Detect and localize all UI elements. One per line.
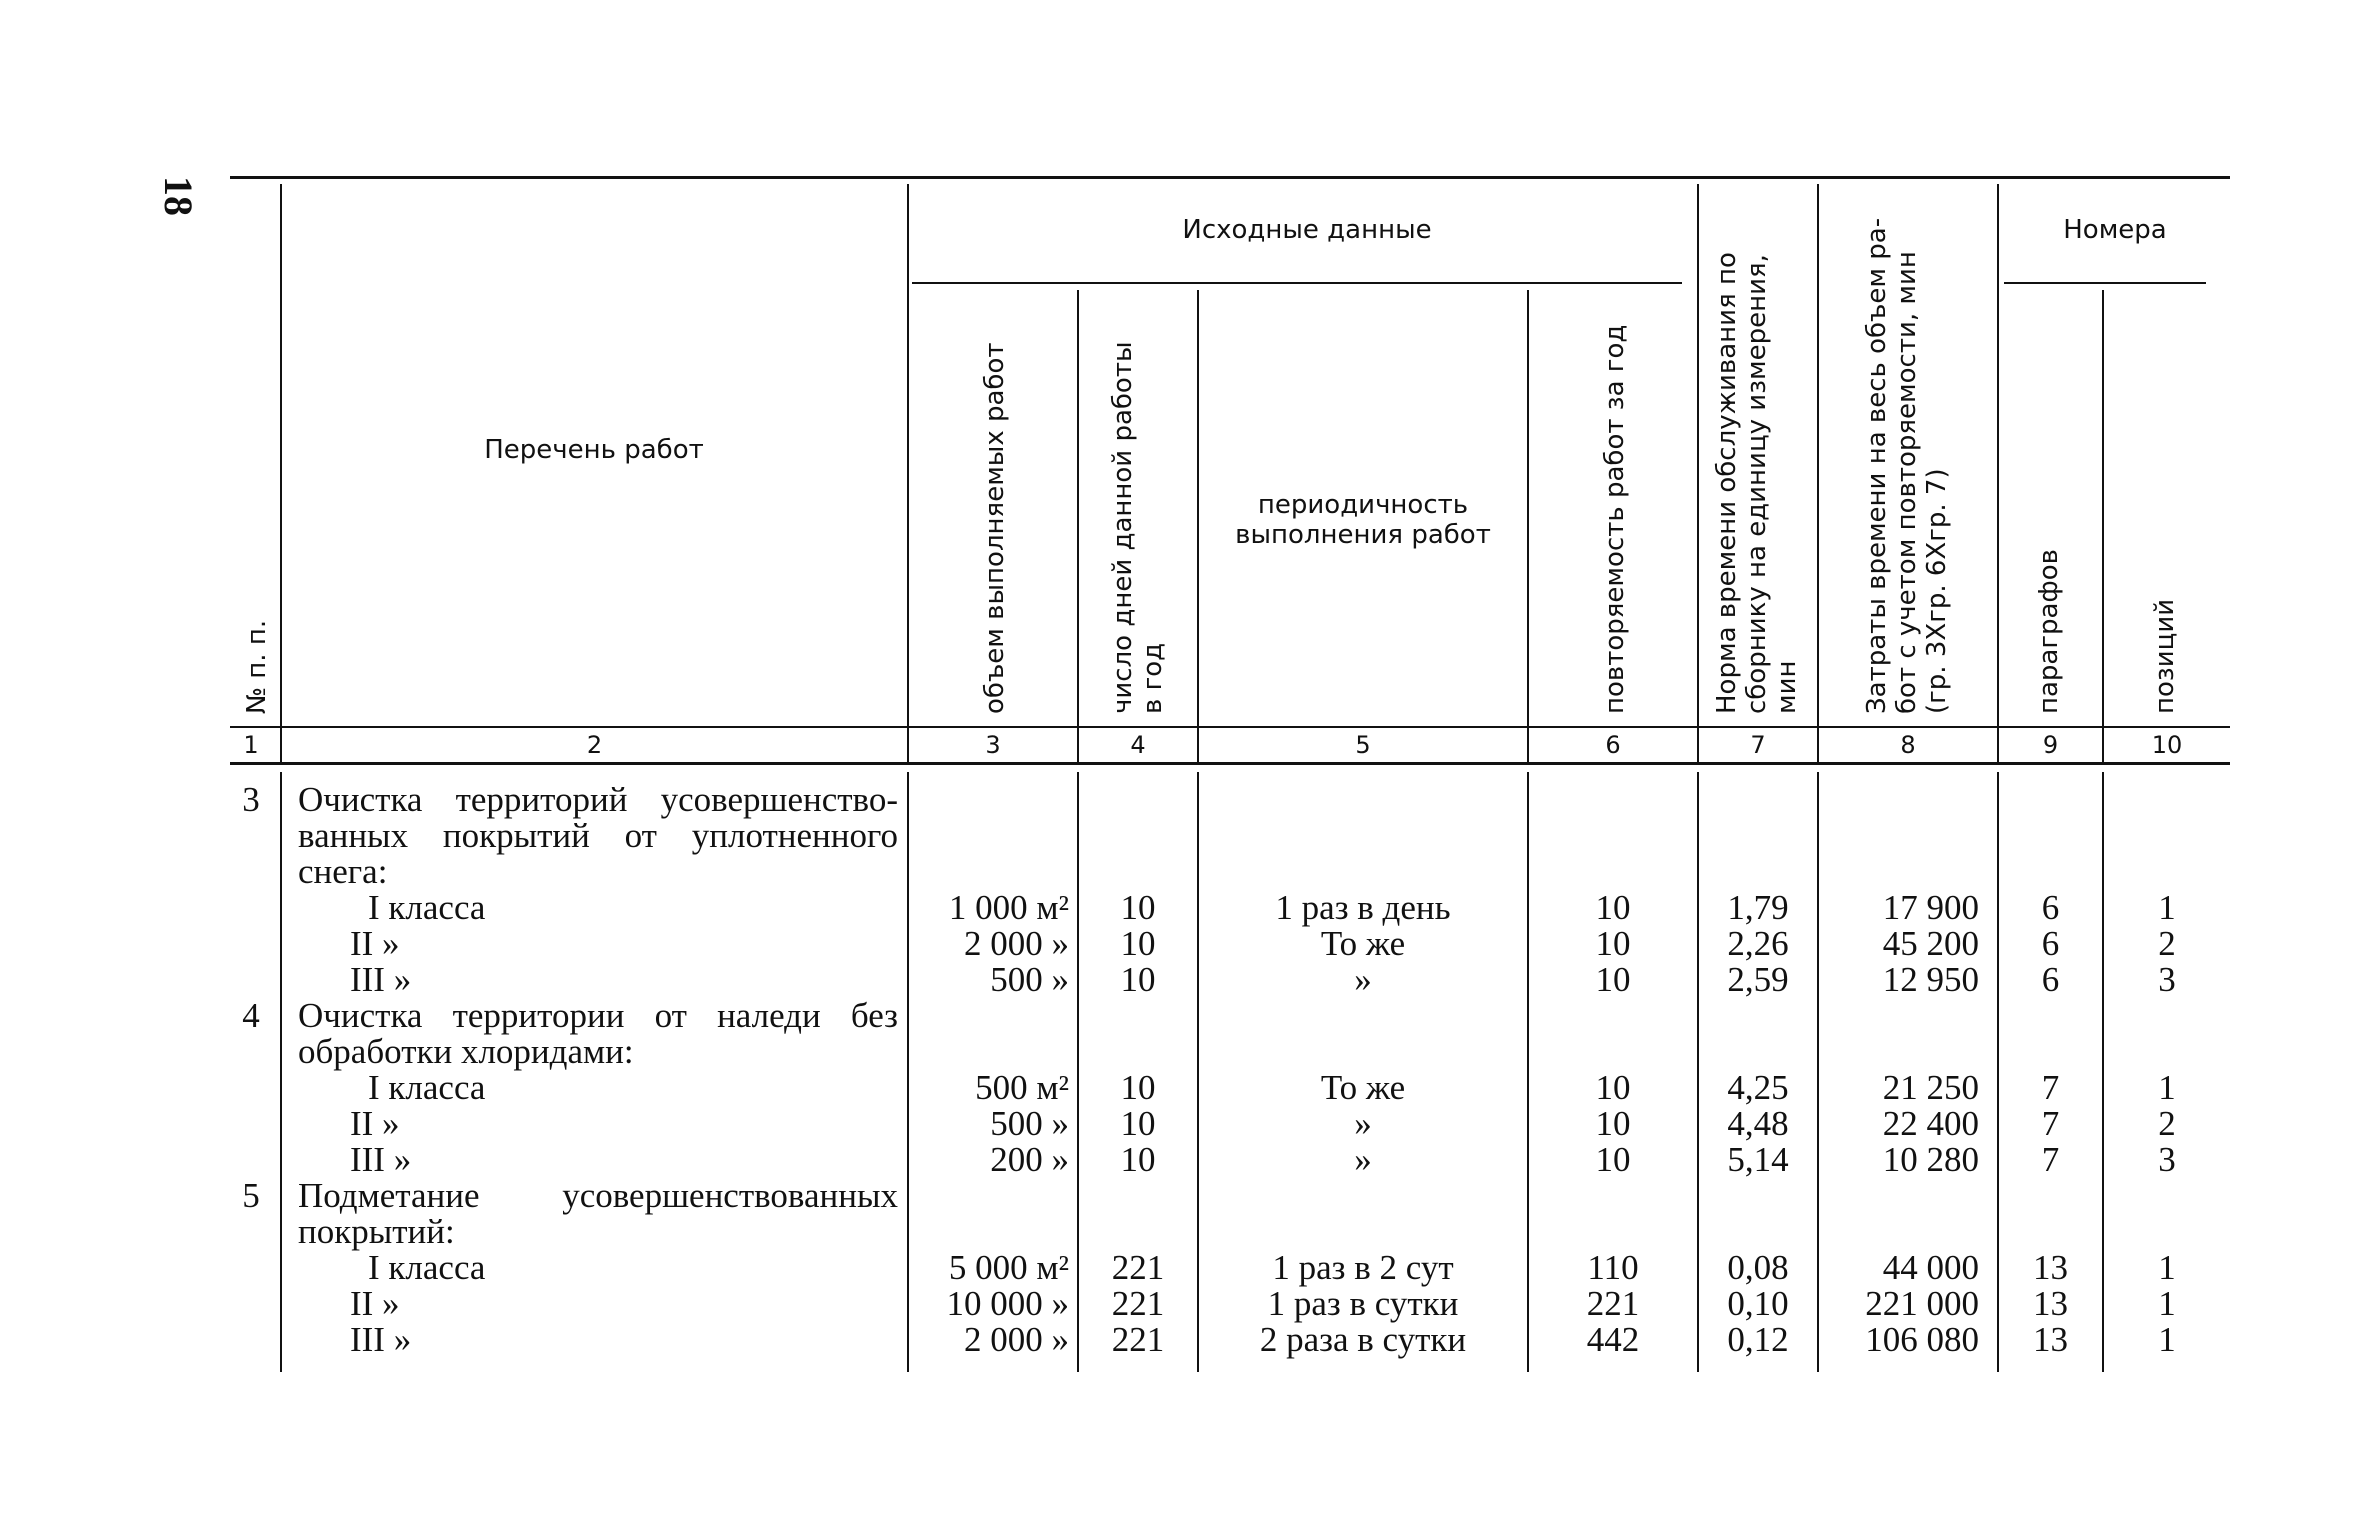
cell-total: 10 280: [1882, 1140, 1979, 1179]
cell-paragraph: 6: [2041, 924, 2060, 963]
colnum-bottom-rule: [230, 762, 2230, 765]
section-title-line: Очистка территорий усовершенство-: [298, 780, 898, 819]
row-class-name: III »: [350, 960, 412, 999]
cell-position: 3: [2158, 1140, 2176, 1179]
cell-days: 221: [1111, 1248, 1165, 1287]
header-col1-text: № п. п.: [242, 619, 272, 714]
vrule-h-5: [1527, 290, 1529, 764]
vrule-h-9: [2102, 290, 2104, 764]
header-col7-line1: Норма времени обслуживания по: [1712, 252, 1742, 714]
row-class-name: I класса: [368, 1248, 486, 1287]
cell-total: 22 400: [1882, 1104, 1979, 1143]
cell-norm: 0,10: [1727, 1284, 1789, 1323]
cell-norm: 0,08: [1727, 1248, 1789, 1287]
header-col3-text: объем выполняемых работ: [980, 342, 1010, 714]
vrule-h-8: [1997, 184, 1999, 764]
cell-paragraph: 7: [2041, 1104, 2060, 1143]
header-col5-line1: периодичность: [1257, 490, 1469, 520]
cell-norm: 0,12: [1727, 1320, 1789, 1359]
cell-repeat: 221: [1586, 1284, 1640, 1323]
cell-total: 21 250: [1882, 1068, 1979, 1107]
section-number: 5: [242, 1176, 260, 1215]
colnum-4: 4: [1130, 731, 1146, 759]
section-number: 3: [242, 780, 260, 819]
cell-total: 45 200: [1882, 924, 1979, 963]
section-title-line: Подметание усовершенствованных: [298, 1176, 898, 1215]
cell-period: 2 раза в сутки: [1259, 1320, 1467, 1359]
vrule-b-1: [280, 772, 282, 1372]
vrule-h-7: [1817, 184, 1819, 764]
header-col5-line2: выполнения работ: [1235, 520, 1491, 550]
colnum-5: 5: [1355, 731, 1371, 759]
vrule-h-1: [280, 184, 282, 764]
row-class-name: II »: [350, 924, 400, 963]
group-rule-source: [912, 282, 1682, 284]
cell-period: То же: [1320, 1068, 1406, 1107]
cell-days: 10: [1120, 1140, 1156, 1179]
cell-total: 221 000: [1865, 1284, 1979, 1323]
colnum-8: 8: [1900, 731, 1916, 759]
cell-paragraph: 13: [2033, 1284, 2068, 1323]
header-col4-line2: в год: [1138, 642, 1168, 714]
header-col7-line2: сборнику на единицу измерения,: [1742, 254, 1772, 714]
colnum-6: 6: [1605, 731, 1621, 759]
cell-total: 17 900: [1882, 888, 1979, 927]
colnum-2: 2: [586, 731, 603, 759]
cell-days: 221: [1111, 1320, 1165, 1359]
top-rule: [230, 176, 2230, 179]
cell-paragraph: 6: [2041, 888, 2060, 927]
cell-days: 10: [1120, 888, 1156, 927]
cell-position: 3: [2158, 960, 2176, 999]
row-class-name: III »: [350, 1320, 412, 1359]
cell-days: 221: [1111, 1284, 1165, 1323]
cell-paragraph: 13: [2033, 1320, 2068, 1359]
header-group-source: [912, 205, 1702, 255]
cell-total: 12 950: [1882, 960, 1979, 999]
cell-repeat: 10: [1595, 888, 1631, 927]
section-title-line: покрытий:: [298, 1212, 455, 1251]
cell-volume: 2 000 »: [964, 924, 1069, 963]
header-col5: [1200, 485, 1526, 555]
cell-volume: 10 000 »: [946, 1284, 1069, 1323]
header-col6-text: повторяемость работ за год: [1600, 324, 1630, 714]
header-col2-text: Перечень работ: [484, 435, 704, 465]
section-title-line: обработки хлоридами:: [298, 1032, 634, 1071]
header-col4-line1: число дней данной работы: [1108, 341, 1138, 714]
vrule-h-3: [1077, 290, 1079, 764]
row-class-name: III »: [350, 1140, 412, 1179]
cell-paragraph: 7: [2041, 1140, 2060, 1179]
cell-norm: 1,79: [1727, 888, 1789, 927]
colnum-3: 3: [985, 731, 1001, 759]
vrule-h-4: [1197, 290, 1199, 764]
cell-repeat: 10: [1595, 960, 1631, 999]
section-title-line: Очистка территории от наледи без: [298, 996, 898, 1035]
group-rule-numbers: [2004, 282, 2206, 284]
cell-period: »: [1354, 1104, 1372, 1143]
cell-volume: 5 000 м²: [948, 1248, 1069, 1287]
cell-norm: 4,25: [1727, 1068, 1789, 1107]
cell-period: 1 раз в сутки: [1267, 1284, 1459, 1323]
cell-days: 10: [1120, 1068, 1156, 1107]
cell-position: 1: [2158, 1320, 2176, 1359]
row-class-name: II »: [350, 1104, 400, 1143]
cell-period: »: [1354, 960, 1372, 999]
header-col4: [1108, 341, 1168, 714]
cell-position: 1: [2158, 1248, 2176, 1287]
header-col6: [1600, 325, 1630, 714]
cell-norm: 5,14: [1727, 1140, 1789, 1179]
header-group-numbers: [2000, 205, 2230, 255]
cell-paragraph: 7: [2041, 1068, 2060, 1107]
section-number: 4: [242, 996, 260, 1035]
section-title-line: снега:: [298, 852, 388, 891]
cell-total: 106 080: [1865, 1320, 1979, 1359]
cell-position: 2: [2158, 924, 2176, 963]
cell-days: 10: [1120, 924, 1156, 963]
cell-period: 1 раз в 2 сут: [1272, 1248, 1454, 1287]
cell-position: 1: [2158, 1284, 2176, 1323]
header-col10-text: позиций: [2150, 598, 2180, 714]
cell-period: 1 раз в день: [1275, 888, 1451, 927]
header-col9: [2034, 549, 2064, 714]
header-col8: [1862, 218, 1952, 714]
colnum-9: 9: [2042, 731, 2059, 759]
cell-repeat: 10: [1595, 1068, 1631, 1107]
cell-volume: 200 »: [990, 1140, 1069, 1179]
cell-norm: 2,59: [1727, 960, 1789, 999]
colnum-1: 1: [243, 731, 259, 759]
header-col8-line3: (гр. 3Хгр. 6Хгр. 7): [1922, 468, 1952, 714]
cell-total: 44 000: [1882, 1248, 1979, 1287]
header-col8-line2: бот с учетом повторяемости, мин: [1892, 251, 1922, 714]
cell-position: 1: [2158, 888, 2176, 927]
cell-paragraph: 6: [2041, 960, 2060, 999]
cell-norm: 4,48: [1727, 1104, 1789, 1143]
row-class-name: II »: [350, 1284, 400, 1323]
header-col7-line3: мин: [1772, 660, 1802, 714]
cell-position: 2: [2158, 1104, 2176, 1143]
section-title-line: ванных покрытий от уплотненного: [298, 816, 898, 855]
header-col9-text: параграфов: [2034, 549, 2064, 714]
cell-volume: 1 000 м²: [948, 888, 1069, 927]
row-class-name: I класса: [368, 888, 486, 927]
cell-volume: 500 »: [990, 1104, 1069, 1143]
header-group-source-text: Исходные данные: [1182, 215, 1432, 245]
cell-repeat: 110: [1587, 1248, 1639, 1287]
cell-volume: 500 »: [990, 960, 1069, 999]
cell-paragraph: 13: [2033, 1248, 2068, 1287]
cell-position: 1: [2158, 1068, 2176, 1107]
colnum-7: 7: [1750, 731, 1766, 759]
header-col10: [2150, 599, 2180, 714]
colnum-10: 10: [2151, 731, 2183, 759]
header-col3: [980, 342, 1010, 714]
cell-days: 10: [1120, 960, 1156, 999]
header-col7: [1712, 252, 1802, 714]
cell-repeat: 10: [1595, 1104, 1631, 1143]
cell-volume: 2 000 »: [964, 1320, 1069, 1359]
row-class-name: I класса: [368, 1068, 486, 1107]
page-number: 18: [156, 176, 201, 216]
header-bottom-rule: [230, 726, 2230, 728]
header-col8-line1: Затраты времени на весь объем ра-: [1862, 217, 1892, 714]
vrule-h-6: [1697, 184, 1699, 764]
header-col1: [242, 620, 272, 714]
cell-norm: 2,26: [1727, 924, 1789, 963]
cell-repeat: 442: [1586, 1320, 1640, 1359]
cell-volume: 500 м²: [975, 1068, 1069, 1107]
vrule-h-2: [907, 184, 909, 764]
header-col2: [284, 420, 904, 480]
cell-repeat: 10: [1595, 924, 1631, 963]
header-group-numbers-text: Номера: [2063, 215, 2167, 245]
cell-period: То же: [1320, 924, 1406, 963]
cell-days: 10: [1120, 1104, 1156, 1143]
cell-repeat: 10: [1595, 1140, 1631, 1179]
cell-period: »: [1354, 1140, 1372, 1179]
